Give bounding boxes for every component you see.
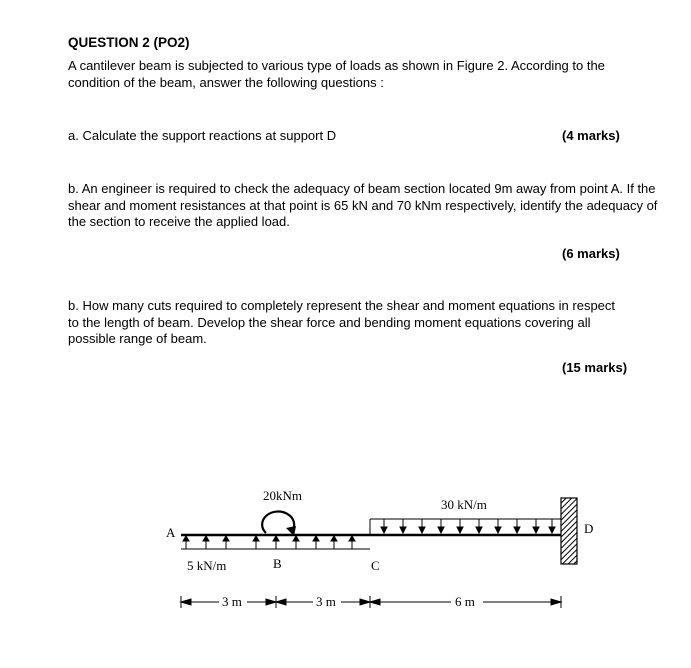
part-b1-question: b. An engineer is required to check the adequacy of beam section located 9m away from point A. If the shear and moment resistances at that point is 65 kN and 70 kNm respectively, identify the adequacy of the section to receive the applied load. [68,181,658,229]
dimension-ab: 3 m [222,594,242,609]
part-b2-marks: (15 marks) [562,360,628,375]
part-a-question: a. Calculate the support reactions at support D [68,128,337,143]
intro-paragraph: A cantilever beam is subjected to various type of loads as shown in Figure 2. According to the condition of the beam, answer the following questions : [68,58,605,90]
moment-arrow [262,512,296,536]
beam-figure [0,470,691,630]
udl-downward-load [370,519,561,535]
part-a-marks: (4 marks) [562,128,620,143]
dimension-bc: 3 m [316,594,336,609]
dimension-cd: 6 m [455,594,475,609]
point-a-label: A [166,525,176,540]
moment-label: 20kNm [263,488,302,503]
point-b-label: B [273,556,282,571]
udl-left-label: 5 kN/m [187,558,227,573]
part-b2-question: b. How many cuts required to completely represent the shear and moment equations in respect to the length of beam. Develop the shear force and bending moment equations covering all possible range of beam. [68,298,616,346]
question-title: QUESTION 2 (PO2) [68,35,190,50]
point-d-label: D [584,521,594,536]
fixed-support [561,498,577,564]
part-b1-marks: (6 marks) [562,246,620,261]
udl-right-label: 30 kN/m [441,497,487,512]
point-c-label: C [371,558,380,573]
udl-upward-load [181,536,370,549]
